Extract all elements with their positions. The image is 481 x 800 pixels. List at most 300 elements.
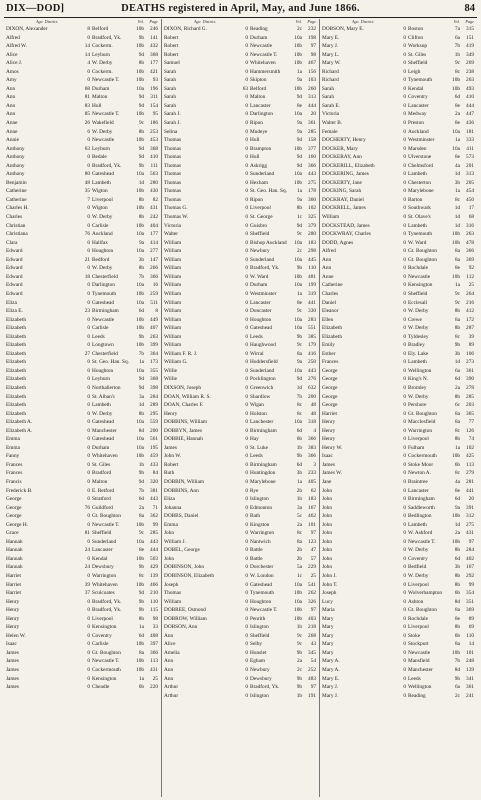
- register-entry: [164, 640, 316, 649]
- entry-district: Pershore: [408, 402, 427, 409]
- entry-volume: 10b: [136, 77, 144, 84]
- entry-volume: 1d: [454, 359, 460, 366]
- entry-age: 0: [403, 692, 406, 699]
- entry-age: 0: [245, 43, 248, 50]
- entry-age: 0: [87, 162, 90, 169]
- entry-volume: 6c: [455, 402, 460, 409]
- entry-district: Sunderland: [92, 538, 117, 545]
- entry-age: 0: [245, 120, 248, 127]
- page-number: 84: [464, 3, 475, 14]
- entry-volume: 10a: [136, 171, 144, 178]
- register-entry: [6, 290, 158, 299]
- entry-district: Braintree: [408, 478, 428, 485]
- register-entry: [164, 538, 316, 547]
- entry-volume: 8b: [138, 60, 144, 67]
- entry-district: Warrington: [408, 427, 432, 434]
- entry-volume: 8a: [139, 649, 144, 656]
- entry-district: Whitehaven: [92, 581, 118, 588]
- entry-age: 0: [87, 675, 90, 682]
- entry-page: 391: [466, 504, 474, 511]
- entry-volume: 7b: [138, 350, 144, 357]
- entry-name: Edward: [6, 256, 23, 263]
- register-entry: [6, 51, 158, 60]
- entry-page: 103: [308, 77, 316, 84]
- register-entry: [164, 324, 316, 333]
- entry-age: 0: [245, 632, 248, 639]
- entry-district: Durham: [92, 444, 110, 451]
- register-entry: [6, 487, 158, 496]
- entry-age: 85: [84, 111, 90, 118]
- register-entry: [6, 324, 158, 333]
- entry-volume: 8c: [297, 530, 302, 537]
- entry-age: 0: [403, 325, 406, 332]
- register-entry: [164, 196, 316, 205]
- entry-name: Fanny: [6, 453, 20, 460]
- entry-district: W. Derby: [92, 128, 113, 135]
- entry-age: 14: [84, 51, 90, 58]
- entry-district: Ashton: [408, 598, 424, 605]
- entry-age: 0: [245, 350, 248, 357]
- entry-page: 511: [150, 299, 158, 306]
- entry-name: Thomas: [164, 179, 182, 186]
- entry-page: 48: [310, 402, 316, 409]
- entry-name: Victoria: [164, 222, 182, 229]
- entry-district: Lambeth: [408, 222, 427, 229]
- entry-age: 0: [403, 43, 406, 50]
- register-entry: [164, 102, 316, 111]
- entry-age: 0: [245, 308, 248, 315]
- entry-volume: 9d: [138, 590, 144, 597]
- entry-district: W. Derby: [408, 547, 429, 554]
- entry-volume: 10b: [136, 641, 144, 648]
- entry-age: 0: [245, 26, 248, 32]
- register-entry: [322, 452, 474, 461]
- entry-district: Barton: [408, 196, 423, 203]
- entry-district: Cockermouth: [92, 667, 121, 674]
- entry-page: 411: [466, 145, 474, 152]
- register-entry: [164, 418, 316, 427]
- entry-page: 349: [466, 51, 474, 58]
- entry-age: 48: [84, 179, 90, 186]
- entry-volume: 8c: [455, 196, 460, 203]
- entry-name: Johanna: [164, 504, 182, 511]
- entry-volume: 8b: [138, 615, 144, 622]
- entry-volume: 8c: [455, 470, 460, 477]
- entry-district: W. Derby: [92, 214, 113, 221]
- entry-volume: 6b: [454, 461, 460, 468]
- entry-page: 397: [150, 641, 158, 648]
- entry-age: 0: [245, 555, 248, 562]
- entry-district: Newcastle T.: [408, 538, 436, 545]
- entry-volume: 1d: [296, 384, 302, 391]
- entry-name: Elizabeth: [6, 402, 27, 409]
- entry-volume: 1d: [138, 402, 144, 409]
- entry-age: 0: [245, 564, 248, 571]
- entry-page: 233: [308, 470, 316, 477]
- entry-age: 0: [87, 248, 90, 255]
- entry-volume: 4a: [455, 162, 460, 169]
- entry-name: John: [322, 521, 333, 528]
- entry-volume: 10b: [452, 231, 460, 238]
- entry-age: 0: [87, 342, 90, 349]
- entry-name: Elizabeth: [6, 342, 27, 349]
- entry-volume: 3b: [454, 564, 460, 571]
- entry-name: Mary J.: [322, 43, 339, 50]
- entry-volume: 5c: [297, 513, 302, 520]
- entry-name: Anthony: [6, 171, 25, 178]
- entry-page: 200: [308, 393, 316, 400]
- entry-district: Manchester: [408, 667, 433, 674]
- entry-age: 0: [245, 478, 248, 485]
- entry-name: Elizabeth: [6, 384, 27, 391]
- entry-district: Marsden: [408, 145, 427, 152]
- register-entry: [6, 213, 158, 222]
- register-page: [4, 3, 477, 797]
- entry-name: Charles: [322, 290, 339, 297]
- entry-district: Pocklington: [250, 376, 276, 383]
- entry-district: Marylebone: [250, 478, 276, 485]
- entry-district: Northallerton: [92, 384, 121, 391]
- entry-age: 0: [403, 547, 406, 554]
- entry-district: Sunderland: [250, 367, 275, 374]
- entry-age: 0: [87, 367, 90, 374]
- entry-name: Sarah: [164, 68, 177, 75]
- register-entry: [164, 162, 316, 171]
- entry-district: Dorchester: [250, 564, 274, 571]
- register-entry: [164, 692, 316, 701]
- entry-volume: 10a: [136, 444, 144, 451]
- entry-age: 0: [245, 145, 248, 152]
- entry-page: 259: [150, 290, 158, 297]
- entry-volume: 8b: [138, 214, 144, 221]
- entry-page: 246: [150, 26, 158, 32]
- entry-district: Chesterton: [408, 179, 431, 186]
- entry-volume: 8b: [454, 436, 460, 443]
- entry-age: 0: [403, 145, 406, 152]
- entry-page: 441: [466, 487, 474, 494]
- register-entry: [6, 93, 158, 102]
- entry-district: Bedale: [92, 154, 107, 161]
- register-entry: [322, 153, 474, 162]
- entry-page: 320: [150, 478, 158, 485]
- register-column-2: [162, 19, 320, 797]
- entry-volume: 10a: [136, 85, 144, 92]
- entry-district: Bradford, Yk.: [92, 34, 122, 41]
- entry-age: 0: [245, 94, 248, 101]
- entry-age: 0: [87, 359, 90, 366]
- register-entry: [164, 367, 316, 376]
- entry-district: Stockport: [408, 641, 429, 648]
- register-entry: [164, 290, 316, 299]
- register-entry: [322, 239, 474, 248]
- register-entry: [322, 512, 474, 521]
- entry-age: 0: [403, 564, 406, 571]
- register-entry: [164, 170, 316, 179]
- entry-name: John: [322, 530, 333, 537]
- entry-volume: 10a: [294, 256, 302, 263]
- register-entry: [6, 281, 158, 290]
- entry-age: 14: [84, 43, 90, 50]
- entry-district: Rochdale: [408, 615, 429, 622]
- entry-district: Newcastle: [92, 137, 115, 144]
- register-entry: [164, 264, 316, 273]
- entry-age: 0: [403, 367, 406, 374]
- entry-age: 0: [245, 102, 248, 109]
- entry-district: Guildford: [92, 504, 113, 511]
- entry-age: 0: [87, 615, 90, 622]
- entry-district: Penrith: [250, 615, 266, 622]
- entry-name: Catherine: [6, 188, 27, 195]
- entry-page: 3: [313, 461, 316, 468]
- entry-page: 101: [466, 649, 474, 656]
- entry-name: William: [164, 273, 182, 280]
- entry-name: Francis: [6, 478, 22, 485]
- entry-district: Liverpool: [92, 615, 113, 622]
- entry-name: John: [322, 504, 333, 511]
- entry-volume: 10a: [294, 239, 302, 246]
- entry-district: Mansfield: [408, 658, 430, 665]
- entry-page: 333: [466, 137, 474, 144]
- entry-page: 453: [150, 137, 158, 144]
- entry-age: 0: [403, 239, 406, 246]
- register-entry: [164, 136, 316, 145]
- register-entry: [6, 299, 158, 308]
- entry-name: DOBBINS, William: [164, 419, 207, 426]
- entry-volume: 1b: [296, 496, 302, 503]
- entry-page: 195: [150, 444, 158, 451]
- entry-district: Guisbro: [250, 222, 268, 229]
- entry-name: Eliza: [6, 299, 17, 306]
- entry-volume: 9b: [138, 598, 144, 605]
- register-entry: [164, 581, 316, 590]
- entry-name: Catherine: [322, 282, 343, 289]
- entry-age: 0: [87, 333, 90, 340]
- entry-page: 298: [308, 248, 316, 255]
- register-entry: [164, 427, 316, 436]
- entry-district: Newcastle T.: [92, 77, 120, 84]
- entry-district: Birmingham: [92, 308, 119, 315]
- register-entry: [322, 427, 474, 436]
- entry-name: Mary A.: [322, 667, 340, 674]
- register-entry: [6, 162, 158, 171]
- entry-district: Bedfield: [408, 564, 427, 571]
- entry-age: 0: [403, 333, 406, 340]
- entry-district: Hunslet: [250, 649, 267, 656]
- entry-page: 89: [468, 342, 474, 349]
- entry-volume: 10b: [136, 342, 144, 349]
- entry-volume: 6b: [138, 684, 144, 691]
- entry-name: Isaac: [322, 453, 333, 460]
- entry-name: Christian: [6, 222, 26, 229]
- entry-name: Hannah: [6, 555, 23, 562]
- entry-district: Tyldesley: [408, 333, 429, 340]
- register-entry: [164, 393, 316, 402]
- register-entry: [164, 469, 316, 478]
- entry-age: 0: [87, 316, 90, 323]
- register-entry: [322, 401, 474, 410]
- entry-volume: 9a: [455, 504, 460, 511]
- entry-page: 156: [308, 68, 316, 75]
- register-entry: [6, 623, 158, 632]
- entry-page: 351: [466, 598, 474, 605]
- entry-age: 35: [84, 188, 90, 195]
- entry-age: 0: [87, 641, 90, 648]
- entry-name: Maria: [322, 607, 335, 614]
- register-entry: [322, 213, 474, 222]
- entry-volume: 10b: [136, 555, 144, 562]
- entry-page: 441: [308, 299, 316, 306]
- register-entry: [322, 247, 474, 256]
- entry-district: Newcastle: [408, 649, 431, 656]
- entry-age: 0: [245, 34, 248, 41]
- register-entry: [164, 555, 316, 564]
- entry-volume: 10b: [452, 453, 460, 460]
- register-entry: [6, 469, 158, 478]
- entry-age: 0: [403, 521, 406, 528]
- register-entry: [322, 273, 474, 282]
- entry-age: 0: [245, 521, 248, 528]
- entry-age: 0: [87, 410, 90, 417]
- register-entry: [6, 418, 158, 427]
- entry-name: George: [322, 384, 338, 391]
- entry-age: 63: [84, 145, 90, 152]
- entry-volume: 8e: [455, 154, 460, 161]
- entry-page: 284: [150, 393, 158, 400]
- entry-age: 0: [245, 598, 248, 605]
- entry-district: Whitehaven: [250, 60, 276, 67]
- entry-name: Hannah: [6, 564, 23, 571]
- entry-district: Manchester: [92, 427, 117, 434]
- entry-district: Sheffield: [92, 530, 112, 537]
- entry-page: 419: [466, 43, 474, 50]
- entry-volume: 9d: [138, 376, 144, 383]
- entry-page: 459: [150, 453, 158, 460]
- entry-page: 407: [150, 325, 158, 332]
- column-heading-name: Age. District.: [36, 19, 59, 24]
- entry-district: Fulham: [408, 444, 425, 451]
- entry-volume: 8a: [455, 607, 460, 614]
- entry-district: Gateshead: [92, 299, 115, 306]
- entry-volume: 10b: [136, 137, 144, 144]
- entry-name: Thomas: [164, 162, 182, 169]
- entry-age: 0: [403, 384, 406, 391]
- register-entry: [6, 649, 158, 658]
- entry-age: 0: [245, 282, 248, 289]
- register-entry: [6, 666, 158, 675]
- entry-district: Wirral: [250, 350, 264, 357]
- entry-page: 97: [468, 538, 474, 545]
- entry-page: 444: [308, 102, 316, 109]
- entry-name: Esther: [322, 350, 336, 357]
- entry-name: Harriet: [6, 581, 21, 588]
- entry-name: Eliza E.: [6, 308, 23, 315]
- entry-district: Wigan: [250, 402, 264, 409]
- entry-name: George H.: [6, 521, 28, 528]
- entry-district: Westminster: [250, 290, 277, 297]
- entry-page: 481: [308, 273, 316, 280]
- entry-volume: 8b: [454, 624, 460, 631]
- entry-volume: 9b: [138, 34, 144, 41]
- register-entry: [322, 290, 474, 299]
- entry-name: Charles H.: [6, 205, 29, 212]
- register-entry: [6, 76, 158, 85]
- entry-name: Robert: [164, 43, 179, 50]
- entry-volume: 10a: [294, 581, 302, 588]
- entry-page: 167: [466, 564, 474, 571]
- entry-volume: 10a: [294, 598, 302, 605]
- entry-district: Rye: [250, 487, 259, 494]
- page-header: [4, 3, 477, 18]
- entry-age: 0: [245, 607, 248, 614]
- entry-name: William: [164, 290, 182, 297]
- register-entry: [322, 410, 474, 419]
- entry-district: Lancaster: [408, 102, 429, 109]
- register-entry: [164, 350, 316, 359]
- register-entry: [6, 495, 158, 504]
- entry-name: DOCKSTEAD, James: [322, 222, 370, 229]
- entry-name: Mary W.: [322, 60, 341, 67]
- entry-district: Dewsbury: [250, 675, 272, 682]
- entry-district: Malton: [92, 478, 108, 485]
- entry-name: Thomas: [164, 590, 182, 597]
- entry-name: Lucy: [322, 598, 333, 605]
- entry-name: Alice: [6, 51, 18, 58]
- register-entry: [164, 145, 316, 154]
- register-entry: [6, 452, 158, 461]
- entry-name: Daniel: [322, 299, 337, 306]
- entry-name: John: [322, 513, 333, 520]
- register-entry: [6, 384, 158, 393]
- entry-district: St. Olave's: [408, 214, 431, 221]
- column-heading-vol: Vol.: [137, 19, 144, 24]
- entry-page: 97: [310, 530, 316, 537]
- register-entry: [322, 572, 474, 581]
- entry-age: 0: [245, 402, 248, 409]
- entry-page: 366: [308, 162, 316, 169]
- entry-age: 0: [87, 478, 90, 485]
- register-entry: [322, 589, 474, 598]
- entry-page: 431: [150, 205, 158, 212]
- entry-page: 253: [150, 128, 158, 135]
- entry-district: W. London: [250, 573, 274, 579]
- entry-district: Durham: [250, 34, 268, 41]
- entry-age: 0: [87, 684, 90, 691]
- entry-page: 242: [150, 214, 158, 221]
- entry-volume: 3b: [454, 350, 460, 357]
- entry-age: 0: [245, 547, 248, 554]
- entry-volume: 8d: [138, 427, 144, 434]
- entry-name: Eliza: [164, 496, 175, 503]
- entry-volume: 8a: [455, 410, 460, 417]
- entry-name: Henry: [6, 615, 20, 622]
- entry-page: 260: [308, 85, 316, 92]
- entry-age: 0: [403, 342, 406, 349]
- entry-age: 0: [245, 496, 248, 503]
- entry-age: 0: [403, 290, 406, 297]
- entry-age: 0: [403, 538, 406, 545]
- entry-district: W. Derby: [92, 60, 113, 67]
- entry-volume: 10a: [294, 419, 302, 426]
- entry-name: John: [164, 530, 175, 537]
- entry-age: 0: [403, 624, 406, 631]
- entry-page: 69: [468, 624, 474, 631]
- entry-name: Elizabeth: [6, 359, 27, 366]
- entry-volume: 2b: [296, 487, 302, 494]
- entry-page: 147: [150, 256, 158, 263]
- register-entry: [322, 102, 474, 111]
- entry-page: 97: [310, 43, 316, 50]
- entry-age: 0: [403, 607, 406, 614]
